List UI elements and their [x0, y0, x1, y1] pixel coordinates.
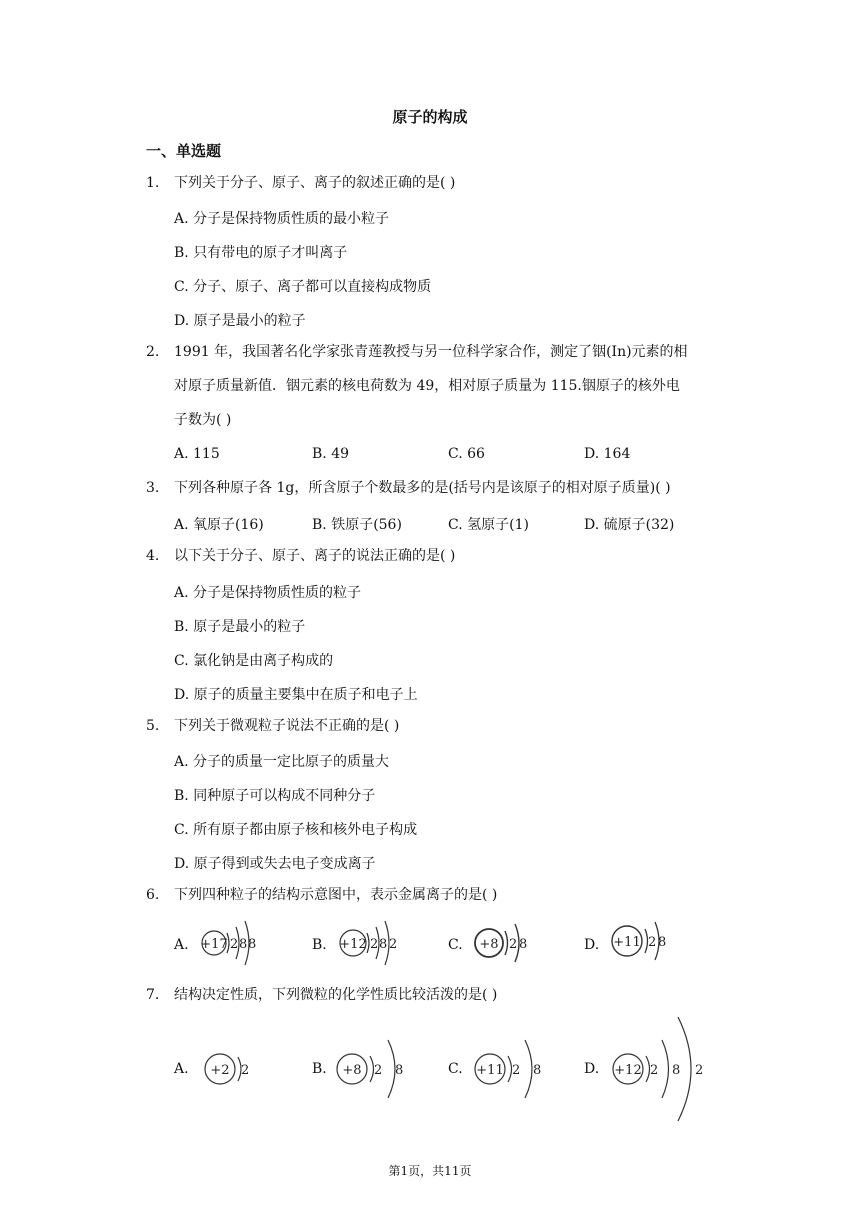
- question-5-option-b: B. 同种原子可以构成不同种分子: [174, 788, 376, 804]
- atom-structure-diagram-7d: [608, 1012, 708, 1127]
- question-1-option-b: B. 只有带电的原子才叫离子: [174, 245, 348, 261]
- shell-1-count: 2: [374, 1063, 383, 1078]
- shell-2-count: 8: [533, 1063, 542, 1078]
- question-1-option-c: C. 分子、原子、离子都可以直接构成物质: [174, 279, 432, 295]
- question-6-option-b: B.: [312, 937, 327, 953]
- question-7-option-b: B.: [312, 1061, 327, 1077]
- page-footer: 第1页，共11页: [388, 1164, 472, 1178]
- question-3-option-c: C. 氢原子(1): [448, 517, 529, 533]
- shell-1-count: 2: [509, 937, 518, 952]
- shell-1-count: 2: [650, 1063, 659, 1078]
- question-6-number: 6.: [146, 887, 160, 903]
- question-5-option-a: A. 分子的质量一定比原子的质量大: [174, 754, 390, 770]
- question-4-stem: 以下关于分子、原子、离子的说法正确的是( ): [174, 548, 456, 564]
- atom-structure-diagram-7c: [470, 1026, 560, 1116]
- shell-2-count: 8: [658, 935, 667, 950]
- shell-2-count: 8: [239, 937, 248, 952]
- question-4-option-c: C. 氯化钠是由离子构成的: [174, 653, 334, 669]
- nucleus-label: +8: [342, 1063, 362, 1078]
- question-6-option-d: D.: [584, 937, 600, 953]
- shell-1-count: 2: [512, 1063, 521, 1078]
- question-2-number: 2.: [146, 344, 160, 360]
- question-7-option-a: A.: [174, 1061, 189, 1077]
- shell-2-count: 8: [672, 1063, 681, 1078]
- shell-2-count: 8: [379, 937, 388, 952]
- question-6-stem: 下列四种粒子的结构示意图中，表示金属离子的是( ): [174, 887, 498, 903]
- shell-3-count: 8: [248, 937, 257, 952]
- question-2-stem-line-3: 子数为( ): [174, 412, 232, 428]
- question-4-option-b: B. 原子是最小的粒子: [174, 619, 306, 635]
- shell-3-count: 2: [389, 937, 398, 952]
- atom-structure-diagram-7b: [332, 1026, 422, 1116]
- question-6-option-c: C.: [448, 937, 463, 953]
- nucleus-label: +2: [210, 1063, 230, 1078]
- question-3-option-d: D. 硫原子(32): [584, 517, 675, 533]
- question-4-number: 4.: [146, 548, 160, 564]
- nucleus-label: +11: [476, 1063, 504, 1078]
- atom-structure-diagram-6d: [610, 913, 680, 973]
- shell-1-count: 2: [648, 935, 657, 950]
- nucleus-label: +12: [339, 937, 367, 952]
- shell-1-count: 2: [370, 937, 379, 952]
- question-3-number: 3.: [146, 480, 160, 496]
- question-1-option-a: A. 分子是保持物质性质的最小粒子: [174, 211, 390, 227]
- question-2-option-d: D. 164: [584, 446, 631, 462]
- question-3-option-a: A. 氧原子(16): [174, 517, 264, 533]
- question-7-option-c: C.: [448, 1061, 463, 1077]
- question-1-stem: 下列关于分子、原子、离子的叙述正确的是( ): [174, 175, 456, 191]
- nucleus-label: +12: [614, 1063, 642, 1078]
- question-7-number: 7.: [146, 987, 160, 1003]
- atom-structure-diagram-6a: [200, 913, 270, 973]
- question-2-option-a: A. 115: [174, 446, 220, 462]
- question-5-number: 5.: [146, 718, 160, 734]
- question-2-stem-line-2: 对原子质量新值．铟元素的核电荷数为 49，相对原子质量为 115.铟原子的核外电: [174, 378, 680, 394]
- question-2-option-c: C. 66: [448, 446, 485, 462]
- question-4-option-a: A. 分子是保持物质性质的粒子: [174, 585, 362, 601]
- question-5-option-d: D. 原子得到或失去电子变成离子: [174, 856, 376, 872]
- shell-1-count: 2: [230, 937, 239, 952]
- question-3-option-b: B. 铁原子(56): [312, 517, 402, 533]
- shell-2-count: 8: [395, 1063, 404, 1078]
- question-7-option-d: D.: [584, 1061, 600, 1077]
- nucleus-label: +8: [479, 937, 499, 952]
- question-4-option-d: D. 原子的质量主要集中在质子和电子上: [174, 687, 418, 703]
- atom-structure-diagram-6c: [472, 913, 542, 973]
- atom-structure-diagram-7a: [200, 1040, 260, 1100]
- question-3-stem: 下列各种原子各 1g，所含原子个数最多的是(括号内是该原子的相对原子质量)( ): [174, 480, 671, 496]
- page-title: 原子的构成: [392, 108, 468, 126]
- shell-2-count: 8: [519, 937, 528, 952]
- question-2-option-b: B. 49: [312, 446, 350, 462]
- question-1-number: 1.: [146, 175, 160, 191]
- nucleus-label: +11: [613, 935, 641, 950]
- section-heading: 一、单选题: [146, 142, 222, 160]
- question-5-stem: 下列关于微观粒子说法不正确的是( ): [174, 718, 400, 734]
- nucleus-label: +17: [200, 937, 228, 952]
- question-5-option-c: C. 所有原子都由原子核和核外电子构成: [174, 822, 418, 838]
- question-6-option-a: A.: [174, 937, 189, 953]
- atom-structure-diagram-6b: [337, 913, 409, 973]
- shell-3-count: 2: [695, 1063, 704, 1078]
- shell-1-count: 2: [241, 1063, 250, 1078]
- question-1-option-d: D. 原子是最小的粒子: [174, 313, 306, 329]
- question-7-stem: 结构决定性质，下列微粒的化学性质比较活泼的是( ): [174, 987, 498, 1003]
- question-2-stem-line-1: 1991 年，我国著名化学家张青莲教授与另一位科学家合作，测定了铟(In)元素的相: [174, 344, 688, 360]
